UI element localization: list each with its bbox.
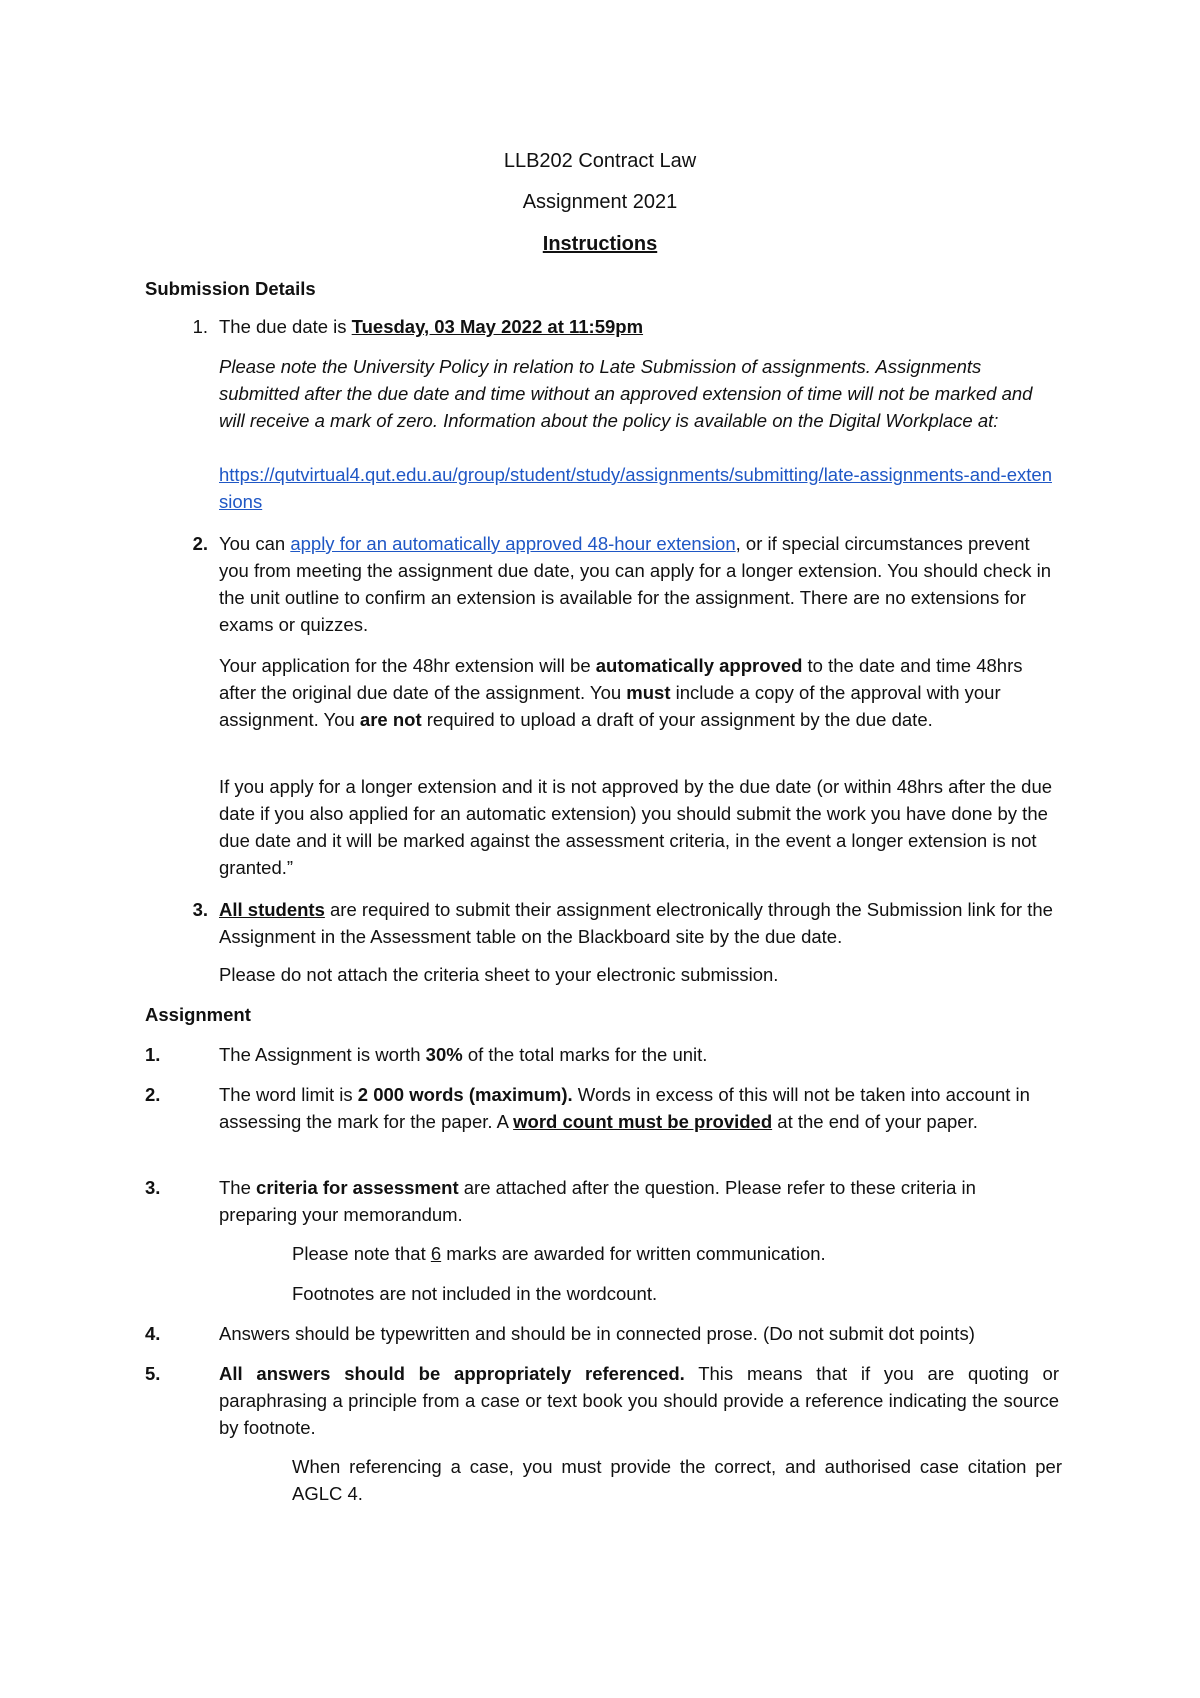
case-citation-note: When referencing a case, you must provide the correct, and authorised case citation per AGLC 4. [292, 1456, 1062, 1504]
submission-item-1: The due date is Tuesday, 03 May 2022 at 11:59pm [219, 316, 644, 337]
submission-item-2-number: 2. [192, 533, 208, 554]
assignment-item-1: The Assignment is worth 30% of the total marks for the unit. [219, 1044, 708, 1065]
submission-item-3: All students are required to submit their assignment electronically through the Submission link for the Assignment in the Assessment table on the Blackboard site by the due date. [219, 899, 1053, 947]
longer-extension-paragraph: If you apply for a longer extension and it is not approved by the due date (or within 48hrs after the due date if you also applied for an automatic extension) you should submit the work you have done by the due date and it will be marked against the assessment criteria, in the event a longer extension is not granted.” [219, 776, 1053, 878]
assignment-item-4: Answers should be typewritten and should be in connected prose. (Do not submit dot points) [219, 1323, 975, 1344]
assignment-heading: Assignment [145, 1004, 251, 1025]
course-title: LLB202 Contract Law [503, 150, 697, 172]
submission-details-heading: Submission Details [145, 278, 316, 299]
assignment-item-5: All answers should be appropriately referenced. This means that if you are quoting or paraphrasing a principle from a case or text book you should provide a reference indicating the source by footnote. [219, 1363, 1059, 1438]
assignment-item-2: The word limit is 2 000 words (maximum). Words in excess of this will not be taken into account in assessing the mark for the paper. A word count must be provided at the end of your paper. [219, 1084, 1030, 1132]
due-date: Tuesday, 03 May 2022 at 11:59pm [351, 316, 644, 337]
submission-item-3-number: 3. [192, 899, 208, 920]
submission-item-2: You can apply for an automatically approved 48-hour extension, or if special circumstances prevent you from meeting the assignment due date, you can apply for a longer extension. You should check in the unit outline to confirm an extension is available for the assignment. There are no extensions for exams or quizzes. [219, 533, 1052, 635]
late-policy-note: Please note the University Policy in relation to Late Submission of assignments. Assignments submitted after the due date and time without an approved extension of time will not be marked and will receive a mark of zero. Information about the policy is available on the Digital Workplace at: [219, 356, 1033, 431]
assignment-item-4-number: 4. [145, 1323, 161, 1344]
assignment-item-1-number: 1. [145, 1044, 161, 1065]
assignment-title: Assignment 2021 [522, 191, 678, 213]
assignment-item-3: The criteria for assessment are attached after the question. Please refer to these criteria in preparing your memorandum. [219, 1177, 976, 1225]
criteria-sheet-note: Please do not attach the criteria sheet to your electronic submission. [219, 964, 779, 985]
assignment-item-3-number: 3. [145, 1177, 161, 1198]
late-policy-link[interactable] [219, 461, 1059, 515]
footnotes-note: Footnotes are not included in the wordcount. [292, 1283, 658, 1304]
assignment-item-5-number: 5. [145, 1363, 161, 1384]
instructions-title: Instructions [542, 233, 658, 255]
written-communication-note: Please note that 6 marks are awarded for written communication. [292, 1243, 826, 1264]
extension-link[interactable]: apply for an automatically approved 48-hour extension [290, 533, 736, 554]
extension-approval-paragraph: Your application for the 48hr extension will be automatically approved to the date and time 48hrs after the original due date of the assignment. You must include a copy of the approval with your assignment. You are not required to upload a draft of your assignment by the due date. [219, 655, 1023, 730]
late-policy-url[interactable]: https://qutvirtual4.qut.edu.au/group/student/study/assignments/submitting/late-assignments-and-extensions [219, 464, 1052, 512]
submission-item-1-number: 1. [192, 316, 208, 337]
assignment-item-2-number: 2. [145, 1084, 161, 1105]
